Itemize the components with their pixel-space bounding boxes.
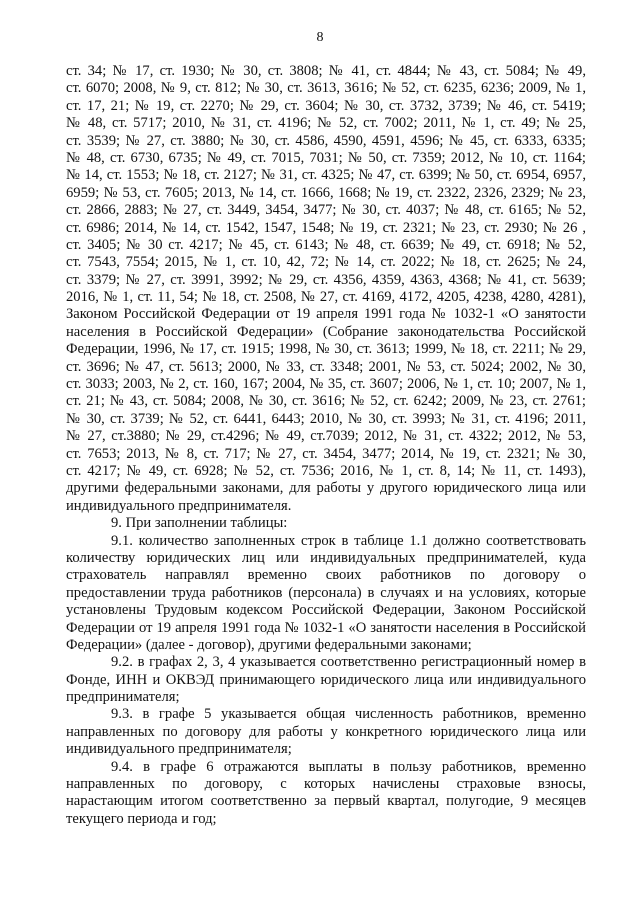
text-line: страхователь направлял временно своих работников по договору о <box>66 567 586 584</box>
text-line: ст. 7543, 7554; 2015, № 1, ст. 10, 42, 72; № 14, ст. 2022; № 18, ст. 2625; № 24, <box>66 254 586 271</box>
text-line: № 27, ст.3880; № 29, ст.4296; № 49, ст.7039; 2012, № 31, ст. 4322; 2012, № 53, <box>66 428 586 445</box>
page-number: 8 <box>316 30 324 45</box>
text-line: населения в Российской Федерации» (Собрание законодательства Российской <box>66 323 586 340</box>
text-line: индивидуального предпринимателя. <box>66 497 292 514</box>
text-line: направленных по договору, с которых начислены страховые взносы, <box>66 776 586 793</box>
text-line: ст. 2866, 2883; № 27, ст. 3449, 3454, 3477; № 30, ст. 4037; № 48, ст. 6165; № 52, <box>66 202 586 219</box>
text-line: количеству юридических лиц или индивидуальных предпринимателей, куда <box>66 549 586 566</box>
text-line: ст. 34; № 17, ст. 1930; № 30, ст. 3808; № 41, ст. 4844; № 43, ст. 5084; № 49, <box>66 63 586 79</box>
text-line: ст. 6986; 2014, № 14, ст. 1542, 1547, 1548; № 19, ст. 2321; № 23, ст. 2930; № 26 , <box>66 219 586 236</box>
text-line: индивидуального предпринимателя; <box>66 741 292 758</box>
text-line: ст. 3539; № 27, ст. 3880; № 30, ст. 4586, 4590, 4591, 4596; № 45, ст. 6333, 6335; <box>66 132 586 149</box>
text-line: 9.1. количество заполненных строк в таблице 1.1 должно соответствовать <box>111 532 586 549</box>
document-body <box>66 63 586 828</box>
text-line: направленных по договору для работы у конкретного юридического лица или <box>66 723 586 740</box>
text-line: 9. При заполнении таблицы: <box>111 515 288 532</box>
text-line: ст. 3033; 2003, № 2, ст. 160, 167; 2004, № 35, ст. 3607; 2006, № 1, ст. 10; 2007, № 1, <box>66 376 586 393</box>
text-line: № 48, ст. 5717; 2010, № 31, ст. 4196; № 52, ст. 7002; 2011, № 1, ст. 49; № 25, <box>66 115 586 132</box>
text-line: ст. 21; № 43, ст. 5084; 2008, № 30, ст. 3616; № 52, ст. 6242; 2009, № 23, ст. 2761; <box>66 393 586 410</box>
text-line: ст. 3696; № 47, ст. 5613; 2000, № 33, ст. 3348; 2001, № 53, ст. 5024; 2002, № 30, <box>66 358 586 375</box>
text-line: Федерации от 19 апреля 1991 года № 1032-1 «О занятости населения в Российской <box>66 619 586 636</box>
text-line: другими федеральными законами, для работы у другого юридического лица или <box>66 480 586 497</box>
continuation-paragraph <box>66 63 586 515</box>
text-line: 9.4. в графе 6 отражаются выплаты в пользу работников, временно <box>111 758 586 775</box>
text-line: 9.3. в графе 5 указывается общая численность работников, временно <box>111 706 586 723</box>
text-line: Фонде, ИНН и ОКВЭД принимающего юридического лица или индивидуального <box>66 671 586 688</box>
text-line: Федерации, 1996, № 17, ст. 1915; 1998, № 30, ст. 3613; 1999, № 18, ст. 2211; № 29, <box>66 341 586 358</box>
text-line: № 48, ст. 6730, 6735; № 49, ст. 7015, 7031; № 50, ст. 7359; 2012, № 10, ст. 1164; <box>66 149 586 166</box>
text-line: текущего периода и год; <box>66 810 217 827</box>
list-item-paragraph <box>66 533 586 655</box>
text-line: № 14, ст. 1553; № 18, ст. 2127; № 31, ст. 4325; № 47, ст. 6399; № 50, ст. 6954, 6957, <box>66 167 586 184</box>
text-line: 6959; № 53, ст. 7605; 2013, № 14, ст. 1666, 1668; № 19, ст. 2322, 2326, 2329; № 23, <box>66 184 586 201</box>
text-line: № 30, ст. 3739; № 52, ст. 6441, 6443; 2010, № 30, ст. 3993; № 31, ст. 4196; 2011, <box>66 410 586 427</box>
text-line: ст. 7653; 2013, № 8, ст. 717; № 27, ст. 3454, 3477; 2014, № 19, ст. 2321; № 30, <box>66 445 586 462</box>
text-line: предоставлении труда работников (персонала) в случаях и на условиях, которые <box>66 584 586 601</box>
text-line: 2016, № 1, ст. 11, 54; № 18, ст. 2508, № 27, ст. 4169, 4172, 4205, 4238, 4280, 4281), <box>66 289 586 306</box>
text-line: ст. 3379; № 27, ст. 3991, 3992; № 29, ст. 4356, 4359, 4363, 4368; № 41, ст. 5639; <box>66 271 586 288</box>
text-line: ст. 17, 21; № 19, ст. 2270; № 29, ст. 3604; № 30, ст. 3732, 3739; № 46, ст. 5419; <box>66 97 586 114</box>
text-line: ст. 4217; № 49, ст. 6928; № 52, ст. 7536; 2016, № 1, ст. 8, 14; № 11, ст. 1493), <box>66 462 586 479</box>
list-item-paragraph <box>66 759 586 829</box>
list-item-paragraph <box>66 706 586 758</box>
text-line: нарастающим итогом соответственно за первый квартал, полугодие, 9 месяцев <box>66 793 586 810</box>
text-line: Законом Российской Федерации от 19 апреля 1991 года № 1032-1 «О занятости <box>66 306 586 323</box>
text-line: ст. 3405; № 30 ст. 4217; № 45, ст. 6143; № 48, ст. 6639; № 49, ст. 6918; № 52, <box>66 236 586 253</box>
text-line: 9.2. в графах 2, 3, 4 указывается соответственно регистрационный номер в <box>111 654 586 671</box>
list-item-paragraph <box>66 654 586 706</box>
list-item-paragraph <box>66 515 586 532</box>
text-line: установлены Трудовым кодексом Российской Федерации, Законом Российской <box>66 602 586 619</box>
text-line: ст. 6070; 2008, № 9, ст. 812; № 30, ст. 3613, 3616; № 52, ст. 6235, 6236; 2009, № 1, <box>66 80 586 97</box>
text-line: Федерации» (далее - договор), другими федеральными законами; <box>66 636 472 653</box>
text-line: предпринимателя; <box>66 689 180 706</box>
